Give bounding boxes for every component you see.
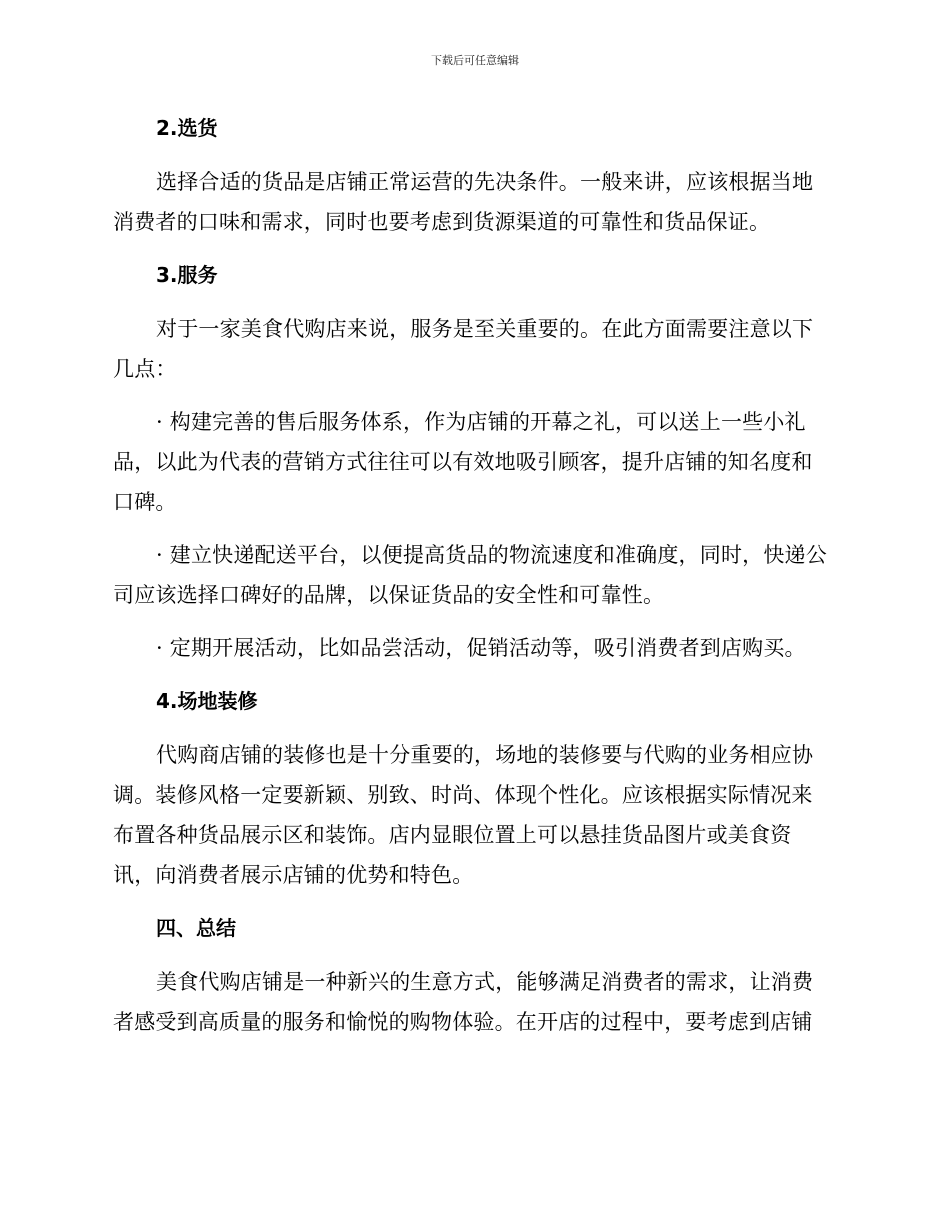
paragraph: 美食代购店铺是一种新兴的生意方式，能够满足消费者的需求，让消费者感受到高质量的服务和愉悦的购物体验。在开店的过程中，要考虑到店铺 xyxy=(113,970,814,1034)
paragraph: 代购商店铺的装修也是十分重要的，场地的装修要与代购的业务相应协调。装修风格一定要新颖、别致、时尚、体现个性化。应该根据实际情况来布置各种货品展示区和装饰。店内显眼位置上可以悬挂货品图片或美食资讯，向消费者展示店铺的优势和特色。 xyxy=(113,743,814,887)
section-service xyxy=(113,255,833,681)
section-heading: 3.服务 xyxy=(156,263,218,287)
bullet-paragraph: · 建立快递配送平台，以便提高货品的物流速度和准确度，同时，快递公司应该选择口碑好的品牌，以保证货品的安全性和可靠性。 xyxy=(113,543,827,607)
paragraph: 对于一家美食代购店来说，服务是至关重要的。在此方面需要注意以下几点： xyxy=(113,317,814,381)
paragraph: 选择合适的货品是店铺正常运营的先决条件。一般来讲，应该根据当地消费者的口味和需求，同时也要考虑到货源渠道的可靠性和货品保证。 xyxy=(113,170,814,234)
section-decoration xyxy=(113,681,833,908)
section-heading: 4.场地装修 xyxy=(156,689,258,713)
bullet-paragraph: · 定期开展活动，比如品尝活动，促销活动等，吸引消费者到店购买。 xyxy=(156,636,806,660)
section-heading: 四、总结 xyxy=(156,916,236,940)
document-body xyxy=(113,108,833,1042)
bullet-paragraph: · 构建完善的售后服务体系，作为店铺的开幕之礼，可以送上一些小礼品，以此为代表的营销方式往往可以有效地吸引顾客，提升店铺的知名度和口碑。 xyxy=(113,410,813,514)
section-summary xyxy=(113,908,833,1042)
page-header: 下载后可任意编辑 xyxy=(431,54,519,67)
section-heading: 2.选货 xyxy=(156,116,218,140)
section-selection xyxy=(113,108,833,255)
